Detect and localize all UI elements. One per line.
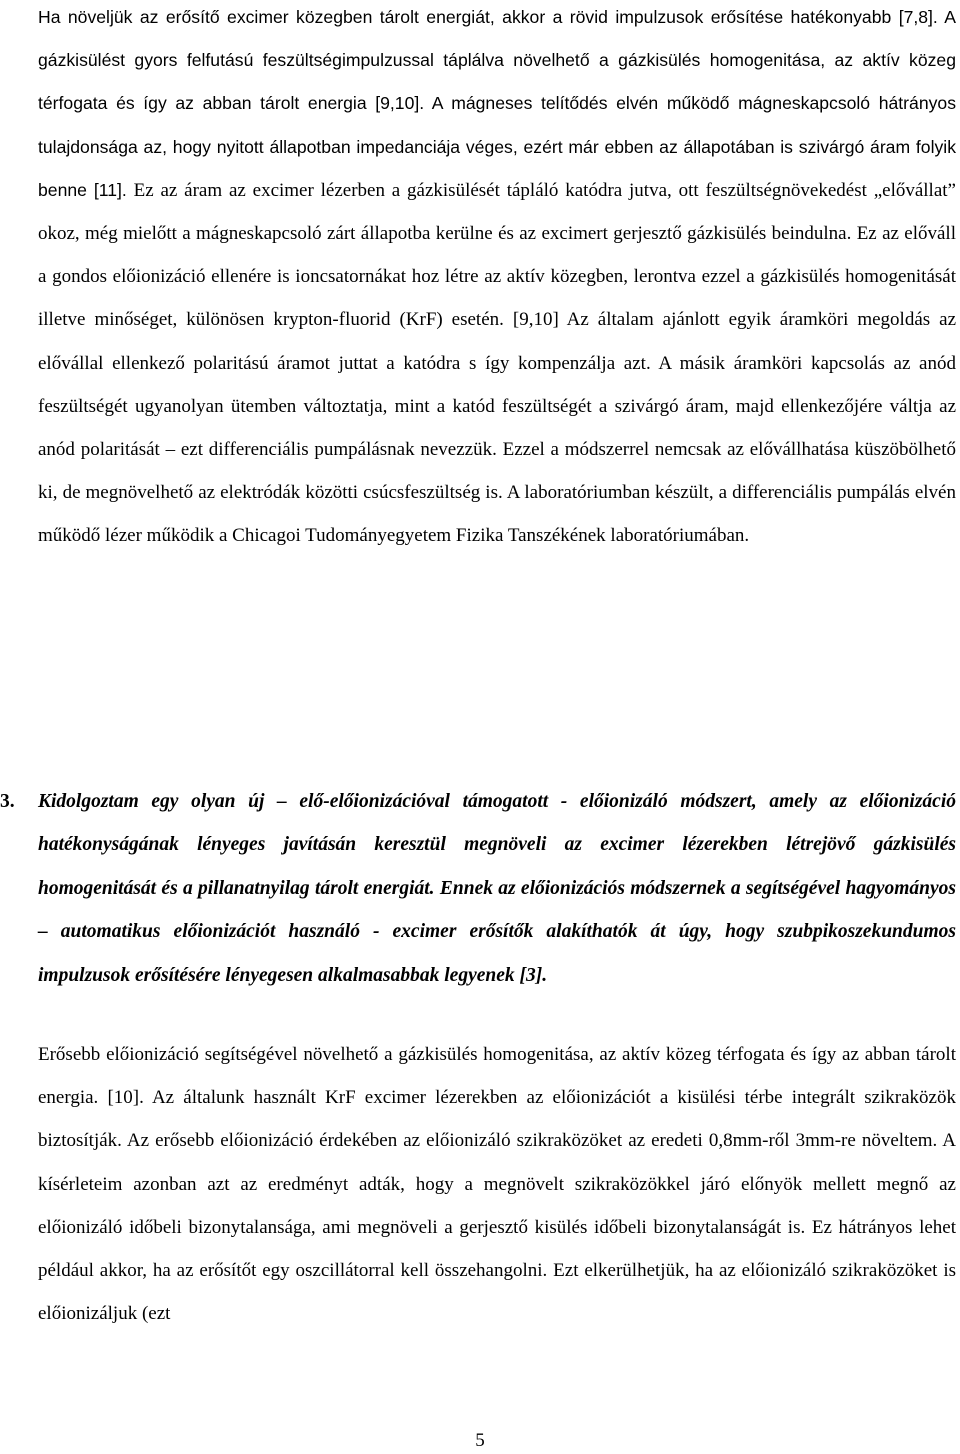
thesis-text: Kidolgoztam egy olyan új – elő-előionizációval támogatott - előionizáló módszert, amely az előionizáció hatékonyságának lényeges javításán keresztül megnöveli az excimer lézerekben létrejövő gázkisülés homogenitását és a pillanatnyilag tárolt energiát. Ennek az előionizációs módszernek a segítségével hagyományos – automatikus előionizációt használó - excimer erősítők alakíthatók át úgy, hogy szubpikoszekundumos impulzusok erősítésére lényegesen alkalmasabbak legyenek [3]. [38,790,956,986]
body-paragraph-3: Erősebb előionizáció segítségével növelhető a gázkisülés homogenitása, az aktív közeg térfogata és így az abban tárolt energia. [10]. Az általunk használt KrF excimer lézerekben az előionizációt a kisülési térbe integrált szikraközök biztosítják. Az erősebb előionizáció érdekében az előionizáló szikraközöket az eredeti 0,8mm-ről 3mm-re növeltem. A kísérleteim azonban azt az eredményt adták, hogy a megnövelt szikraközökkel járó előnyök mellett megnő az előionizáló időbeli bizonytalansága, ami megnöveli a gerjesztő kisülés időbeli bizonytalanságát is. Ez hátrányos lehet például akkor, ha az erősítőt egy oszcillátorral kell összehangolni. Ezt elkerülhetjük, ha az előionizáló szikraközöket is előionizáljuk (ezt [38,1044,956,1325]
thesis-3 [0,780,956,998]
page-number: 5 [475,1430,485,1451]
body-paragraph-1 [38,0,956,558]
paragraph-1-serif-run: Ez az áram az excimer lézerben a gázkisülését tápláló katódra jutva, ott feszültségnövekedést „elővállat” okoz, még mielőtt a mágneskapcsoló zárt állapotba kerülne és az excimert gerjesztő gázkisülés beindulna. Ez az előváll a gondos előionizáció ellenére is ioncsatornákat hoz létre az aktív közegben, lerontva ezzel a gázkisülés homogenitását illetve minőséget, különösen krypton-fluorid (KrF) esetén. [9,10] Az általam ajánlott egyik áramköri megoldás az elővállal ellenkező polaritású áramot juttat a katódra s így kompenzálja azt. A másik áramköri kapcsolás az anód feszültségét ugyanolyan ütemben változtatja, mint a katód feszültségét a szivárgó áram, majd ellenkezőjére váltja az anód polaritását – ezt differenciális pumpálásnak nevezzük. Ezzel a módszerrel nemcsak az elővállhatása küszöbölhető ki, de megnövelhető az elektródák közötti csúcsfeszültség is. A laboratóriumban készült, a differenciális pumpálás elvén működő lézer működik a Chicagoi Tudományegyetem Fizika Tanszékének laboratóriumában. [38,179,956,547]
thesis-number: 3. [0,790,15,812]
paragraph-1-sans-run: Ha növeljük az erősítő excimer közegben tárolt energiát, akkor a rövid impulzusok erősítése hatékonyabb [7,8]. A gázkisülést gyors felfutású feszültségimpulzussal táplálva növelhető a gázkisülés homogenitása, az aktív közeg térfogata és így az abban tárolt energia [9,10]. A mágneses telítődés elvén működő mágneskapcsoló hátrányos tulajdonsága az, hogy nyitott állapotban impedanciája véges, ezért már ebben az állapotában is szivárgó áram folyik benne [11]. [38,7,956,200]
